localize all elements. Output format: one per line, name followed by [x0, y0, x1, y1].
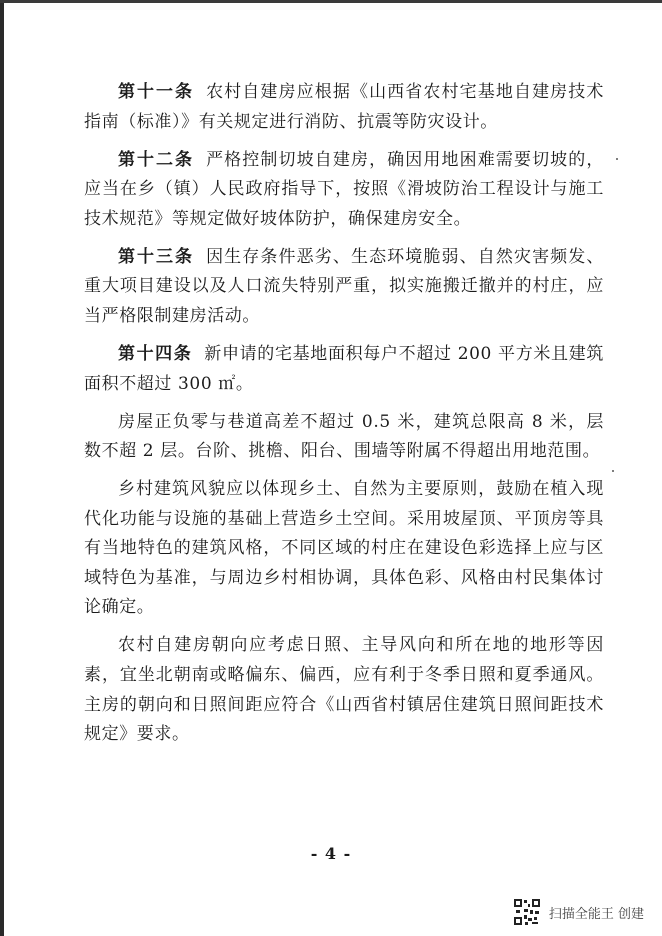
article-14: [84, 340, 604, 399]
qr-code-icon: [513, 898, 541, 926]
scan-top-shadow: [0, 0, 662, 3]
scanner-watermark: [513, 898, 644, 926]
article-text: 因生存条件恶劣、生态环境脆弱、自然灾害频发、重大项目建设以及人口流失特别严重，拟实施搬迁撤并的村庄，应当严格限制建房活动。: [84, 246, 605, 326]
article-heading: 第十三条: [118, 246, 195, 267]
document-body: [84, 78, 604, 758]
paragraph-orientation: 农村自建房朝向应考虑日照、主导风向和所在地的地形等因素，宜坐北朝南或略偏东、偏西，应有利于冬季日照和夏季通风。主房的朝向和日照间距应符合《山西省村镇居住建筑日照间距技术规定》要求。: [84, 635, 604, 745]
article-12: [84, 146, 604, 235]
article-11: [84, 78, 604, 137]
article-text: 新申请的宅基地面积每户不超过 200 平方米且建筑面积不超过 300 ㎡。: [84, 343, 604, 394]
paragraph-rural-style: 乡村建筑风貌应以体现乡土、自然为主要原则，鼓励在植入现代化功能与设施的基础上营造乡土空间。采用坡屋顶、平顶房等具有当地特色的建筑风格，不同区域的村庄在建设色彩选择上应与区域特色为基准，与周边乡村相协调，具体色彩、风格由村民集体讨论确定。: [84, 479, 604, 618]
article-text: 农村自建房应根据《山西省农村宅基地自建房技术指南（标准）》有关规定进行消防、抗震等防灾设计。: [84, 82, 605, 132]
watermark-text: 扫描全能王 创建: [548, 906, 644, 922]
paragraph-height-limits: 房屋正负零与巷道高差不超过 0.5 米，建筑总限高 8 米，层数不超 2 层。台阶、挑檐、阳台、围墙等附属不得超出用地范围。: [84, 411, 604, 462]
scan-edge-shadow: [0, 0, 4, 936]
scan-speck: [616, 158, 618, 160]
article-text: 严格控制切坡自建房，确因用地困难需要切坡的，应当在乡（镇）人民政府指导下，按照《滑坡防治工程设计与施工技术规范》等规定做好坡体防护，确保建房安全。: [84, 149, 605, 229]
article-heading: 第十一条: [118, 82, 195, 102]
page-number: - 4 -: [310, 844, 352, 863]
scan-speck: [612, 470, 614, 472]
article-heading: 第十四条: [118, 343, 193, 364]
article-13: [84, 243, 604, 332]
article-heading: 第十二条: [118, 149, 195, 170]
